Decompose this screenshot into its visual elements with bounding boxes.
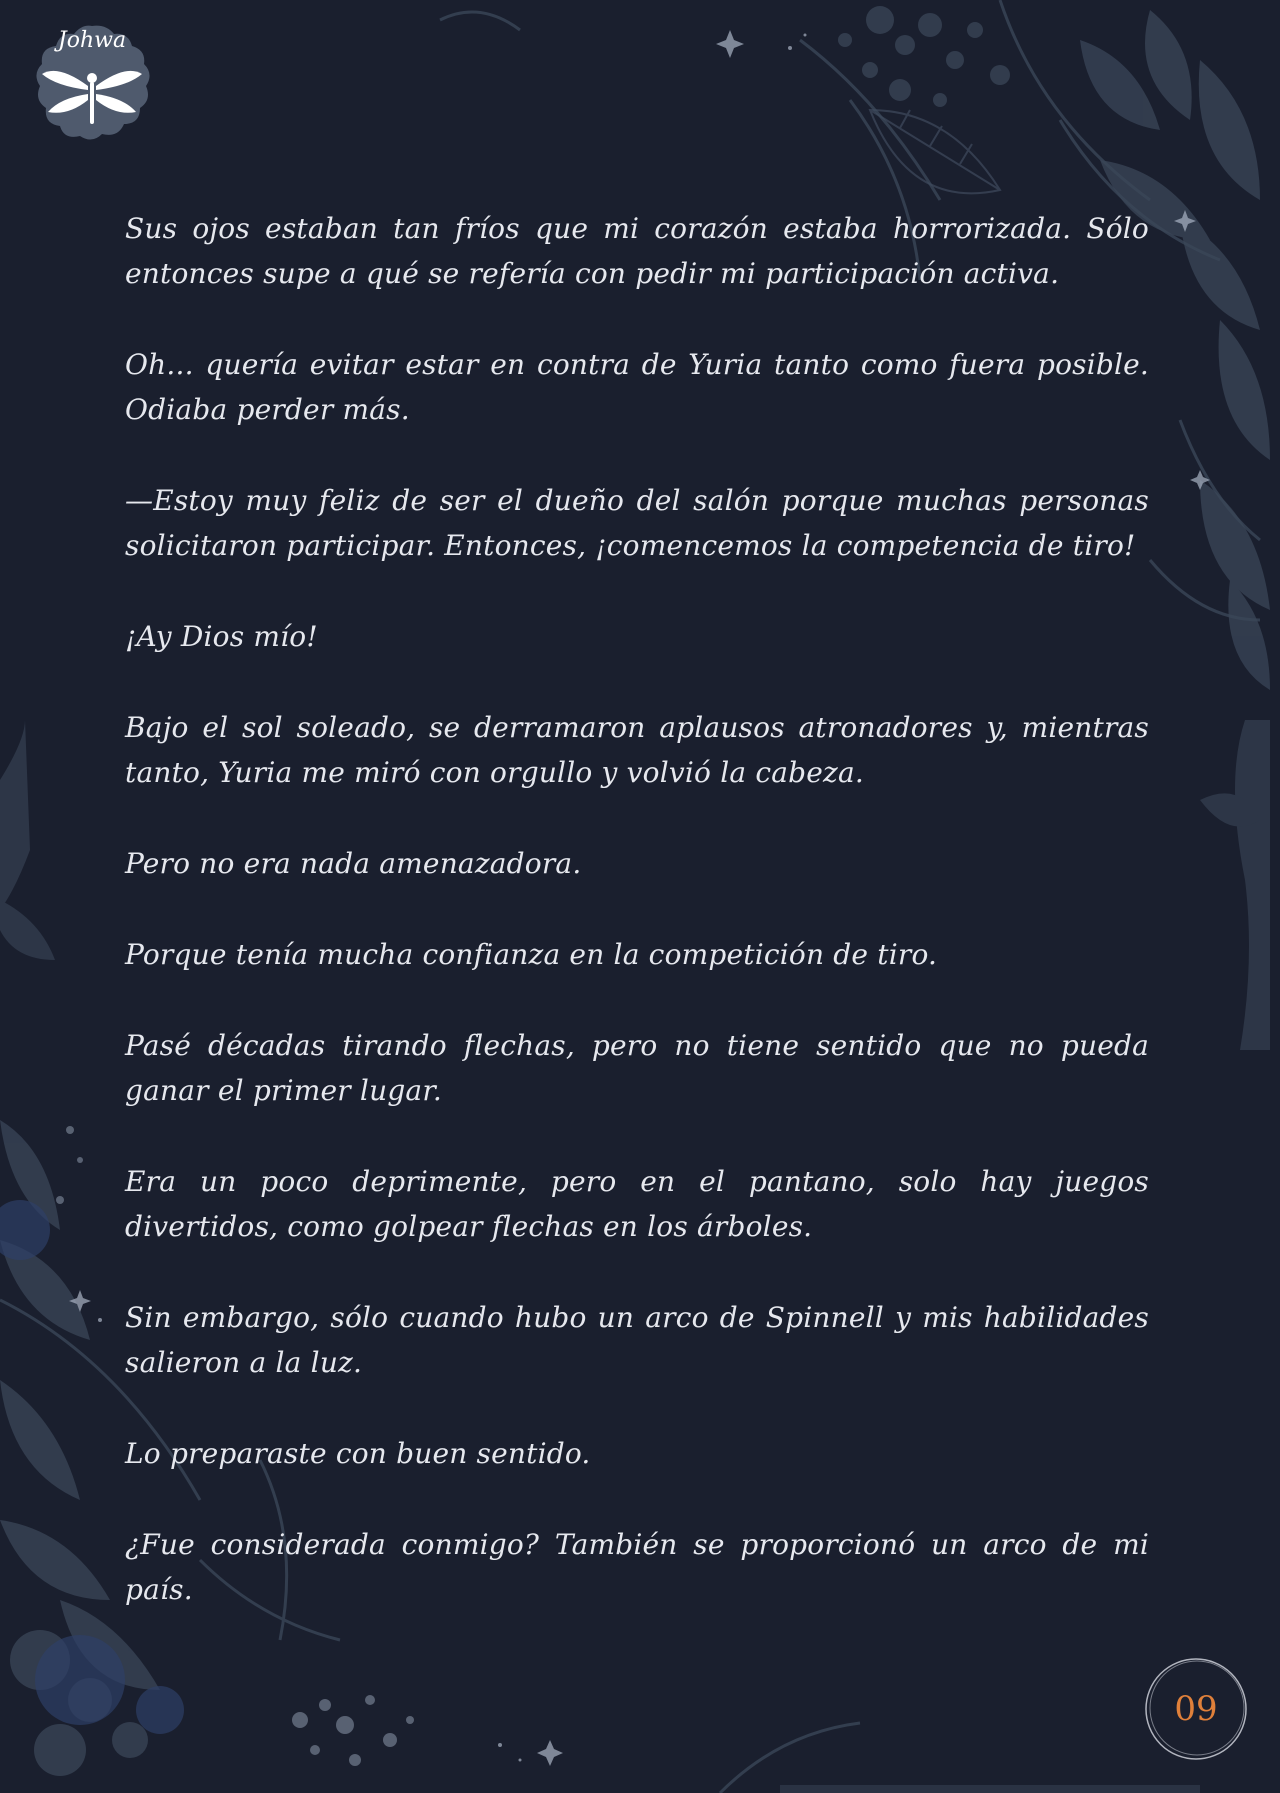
paragraph: ¡Ay Dios mío! xyxy=(125,620,318,653)
paragraph: Era un poco deprimente, pero en el pantano, solo hay juegos divertidos, como golpear flechas en los árboles. xyxy=(125,1165,1149,1243)
paragraph: Oh... quería evitar estar en contra de Yuria tanto como fuera posible. Odiaba perder más. xyxy=(125,348,1149,426)
paragraph: —Estoy muy feliz de ser el dueño del salón porque muchas personas solicitaron participar. Entonces, ¡comencemos la competencia de tiro! xyxy=(125,484,1149,562)
publisher-logo xyxy=(30,22,154,140)
paragraph: Lo preparaste con buen sentido. xyxy=(125,1437,591,1470)
paragraph: Porque tenía mucha confianza en la competición de tiro. xyxy=(125,938,938,971)
paragraph: Pero no era nada amenazadora. xyxy=(125,847,582,880)
page-number-badge xyxy=(1140,1653,1252,1765)
logo-text: Johwa xyxy=(57,28,127,53)
paragraph: Sus ojos estaban tan fríos que mi corazón estaba horrorizada. Sólo entonces supe a qué se refería con pedir mi participación activa. xyxy=(125,212,1149,290)
paragraph: Pasé décadas tirando flechas, pero no tiene sentido que no pueda ganar el primer lugar. xyxy=(125,1029,1149,1107)
paragraph: Sin embargo, sólo cuando hubo un arco de Spinnell y mis habilidades salieron a la luz. xyxy=(125,1301,1149,1379)
paragraph: Bajo el sol soleado, se derramaron aplausos atronadores y, mientras tanto, Yuria me miró con orgullo y volvió la cabeza. xyxy=(125,711,1149,789)
chapter-text xyxy=(125,206,1149,1658)
paragraph: ¿Fue considerada conmigo? También se proporcionó un arco de mi país. xyxy=(125,1528,1149,1606)
page-number: 09 xyxy=(1174,1689,1218,1729)
